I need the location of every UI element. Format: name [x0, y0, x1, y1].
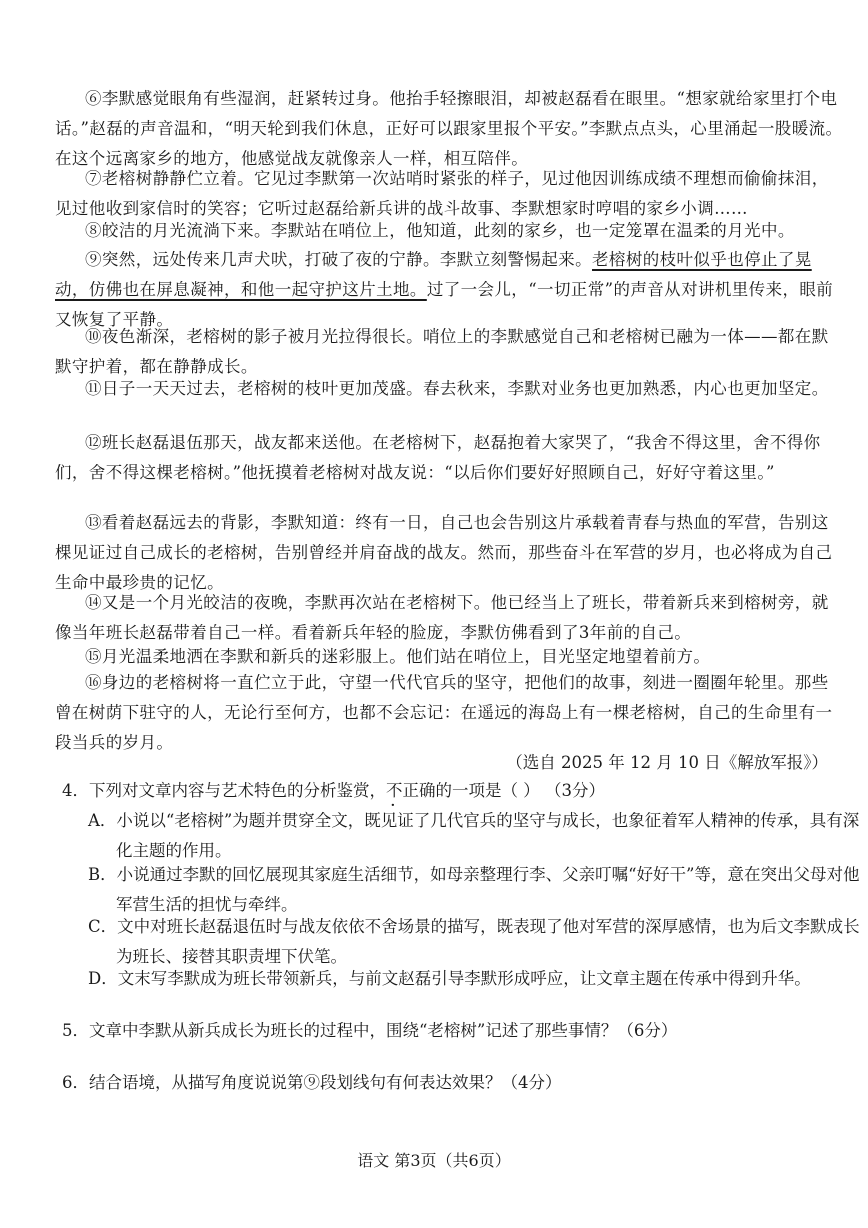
paragraph-12: ⑫班长赵磊退伍那天，战友都来送他。在老榕树下，赵磊抱着大家哭了，“我舍不得这里，舍不得你们，舍不得这棵老榕树。”他抚摸着老榕树对战友说：“以后你们要好好照顾自己，好好守着这里。”	[55, 433, 821, 482]
option-c: C．文中对班长赵磊退伍时与战友依依不舍场景的描写，既表现了他对军营的深厚感情，也为后文李默成长为班长、接替其职责埋下伏笔。	[88, 917, 860, 966]
question-6: 6．结合语境，从描写角度说说第⑨段划线句有何表达效果？（4分）	[62, 1073, 562, 1092]
paragraph-6: ⑥李默感觉眼角有些湿润，赶紧转过身。他抬手轻擦眼泪，却被赵磊看在眼里。“想家就给家里打个电话。”赵磊的声音温和，“明天轮到我们休息，正好可以跟家里报个平安。”李默点点头，心里涌起一股暖流。在这个远离家乡的地方，他感觉战友就像亲人一样，相互陪伴。	[55, 89, 843, 168]
paragraph-7: ⑦老榕树静静伫立着。它见过李默第一次站哨时紧张的样子，见过他因训练成绩不理想而偷偷抹泪，见过他收到家信时的笑容；它听过赵磊给新兵讲的战斗故事、李默想家时哼唱的家乡小调……	[55, 169, 829, 218]
paragraph-14: ⑭又是一个月光皎洁的夜晚，李默再次站在老榕树下。他已经当上了班长，带着新兵来到榕树旁，就像当年班长赵磊带着自己一样。看着新兵年轻的脸庞，李默仿佛看到了3年前的自己。	[55, 593, 829, 642]
underlined-sentence: 老榕树的枝叶似乎也停止了晃动，仿佛也在屏息凝神，和他一起守护这片土地。	[55, 250, 812, 299]
question-5: 5．文章中李默从新兵成长为班长的过程中，围绕“老榕树”记述了那些事情？（6分）	[62, 1021, 678, 1040]
source-citation: （选自 2025 年 12 月 10 日《解放军报》）	[506, 753, 828, 772]
paragraph-10: ⑩夜色渐深，老榕树的影子被月光拉得很长。哨位上的李默感觉自己和老榕树已融为一体——都在默默守护着，都在静静成长。	[55, 327, 829, 376]
option-b: B．小说通过李默的回忆展现其家庭生活细节，如母亲整理行李、父亲叮嘱“好好干”等，意在突出父母对他军营生活的担忧与牵绊。	[88, 865, 860, 914]
page-footer: 语文 第3页（共6页）	[357, 1151, 511, 1170]
question-4-stem: 4．下列对文章内容与艺术特色的分析鉴赏，不正确的一项是（ ） （3分）	[62, 781, 605, 800]
paragraph-11: ⑪日子一天天过去，老榕树的枝叶更加茂盛。春去秋来，李默对业务也更加熟悉，内心也更加坚定。	[85, 379, 829, 398]
paragraph-9: ⑨突然，远处传来几声犬吠，打破了夜的宁静。李默立刻警惕起来。老榕树的枝叶似乎也停止了晃动，仿佛也在屏息凝神，和他一起守护这片土地。过了一会儿，“一切正常”的声音从对讲机里传来，眼前又恢复了平静。	[55, 250, 834, 329]
emphasis-dot-char: 不	[386, 781, 403, 800]
option-a: A．小说以“老榕树”为题并贯穿全文，既见证了几代官兵的坚守与成长，也象征着军人精神的传承，具有深化主题的作用。	[88, 811, 860, 860]
paragraph-8: ⑧皎洁的月光流淌下来。李默站在哨位上，他知道，此刻的家乡，也一定笼罩在温柔的月光中。	[85, 221, 795, 240]
paragraph-16: ⑯身边的老榕树将一直伫立于此，守望一代代官兵的坚守，把他们的故事，刻进一圈圈年轮里。那些曾在树荫下驻守的人，无论行至何方，也都不会忘记：在遥远的海岛上有一棵老榕树，自己的生命里有一段当兵的岁月。	[55, 673, 833, 752]
option-d: D．文末写李默成为班长带领新兵，与前文赵磊引导李默形成呼应，让文章主题在传承中得到升华。	[88, 969, 811, 988]
paragraph-13: ⑬看着赵磊远去的背影，李默知道：终有一日，自己也会告别这片承载着青春与热血的军营，告别这棵见证过自己成长的老榕树，告别曾经并肩奋战的战友。然而，那些奋斗在军营的岁月，也必将成为自己生命中最珍贵的记忆。	[55, 513, 833, 592]
paragraph-15: ⑮月光温柔地洒在李默和新兵的迷彩服上。他们站在哨位上，目光坚定地望着前方。	[85, 647, 711, 666]
